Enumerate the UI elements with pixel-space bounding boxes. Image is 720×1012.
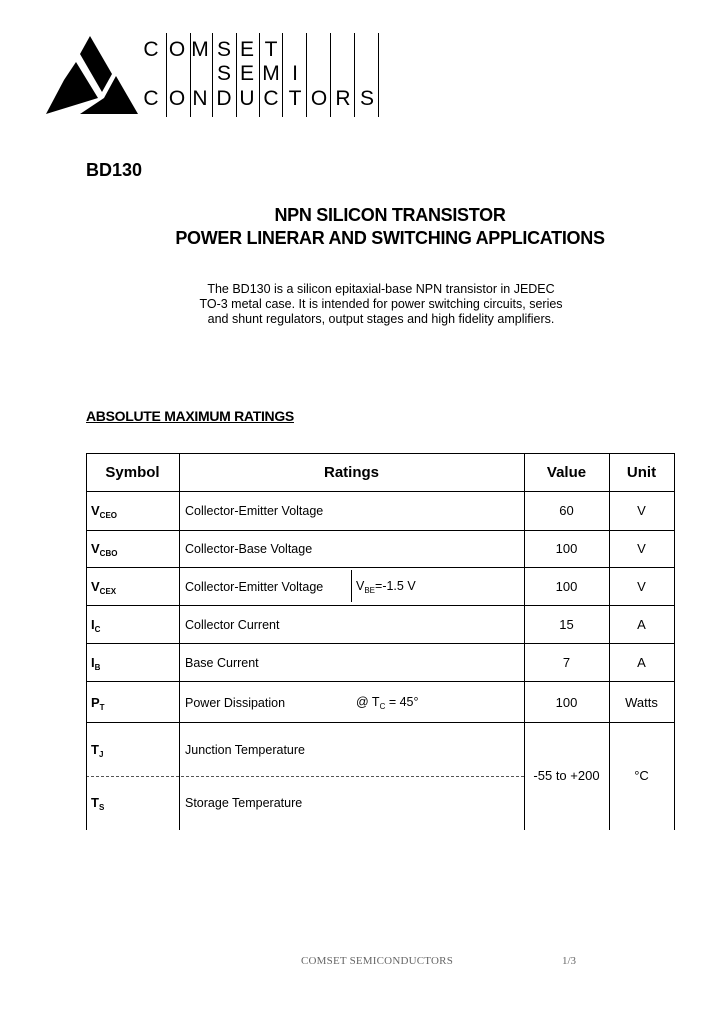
logo-separator [378,33,379,117]
title-line-1: NPN SILICON TRANSISTOR [274,205,506,225]
header-symbol: Symbol [105,464,160,481]
footer-page-number: 1/3 [562,955,577,967]
rating-tj: Junction Temperature [185,743,305,757]
value-ib: 7 [562,655,571,670]
rating-pt: Power Dissipation [185,696,286,710]
value-vcex: 100 [555,579,578,594]
symbol-vcex: $V_{CEX}$ [91,579,117,596]
unit-temperature: °C [634,768,649,783]
logo-triangle-icon [46,36,138,116]
rating-vceo: Collector-Emitter Voltage [185,504,324,518]
value-temperature: -55 to +200 [533,768,600,783]
rating-vcbo: Collector-Base Voltage [185,542,313,556]
logo-separator [330,33,331,117]
rating-ts: Storage Temperature [185,796,303,810]
unit-ib: A [637,655,646,670]
logo-separator [354,33,355,117]
part-number: BD130 [86,160,143,180]
symbol-pt: $P_T$ [91,695,105,712]
unit-pt: Watts [625,695,658,710]
symbol-ic: $I_C$ [91,617,101,634]
ratings-table [86,453,674,830]
header-ratings: Ratings [323,464,379,481]
logo-separator [282,33,283,117]
value-pt: 100 [555,695,578,710]
symbol-vcbo: $V_{CBO}$ [91,541,118,558]
unit-vcbo: V [637,541,646,556]
value-ic: 15 [559,617,574,632]
symbol-vceo: $V_{CEO}$ [91,503,118,520]
footer-company: COMSET SEMICONDUCTORS [301,955,454,967]
condition-vbe: $V_{BE}=-1.5$ V [356,579,416,595]
unit-vcex: V [637,579,646,594]
symbol-ib: $I_B$ [91,655,101,672]
rating-ic: Collector Current [185,618,280,632]
logo-separator [306,33,307,117]
section-heading: ABSOLUTE MAXIMUM RATINGS [86,408,294,424]
symbol-ts: $T_S$ [91,795,105,812]
header-value: Value [546,464,587,481]
description: The BD130 is a silicon epitaxial-base NPN transistor in JEDEC TO-3 metal case. It is intended for power switching circuits, series and shunt regulators, output stages and high fidelity amplifiers. [199,282,563,326]
unit-vceo: V [637,503,646,518]
rating-ib: Base Current [185,656,259,670]
header-unit: Unit [626,464,657,481]
value-vcbo: 100 [555,541,578,556]
condition-tc: @ $T_C = 45^\circ$ [356,695,419,711]
value-vceo: 60 [559,503,574,518]
title-line-2: POWER LINERAR AND SWITCHING APPLICATIONS [175,228,605,248]
unit-ic: A [637,617,646,632]
symbol-tj: $T_J$ [91,742,104,759]
rating-vcex: Collector-Emitter Voltage [185,580,324,594]
